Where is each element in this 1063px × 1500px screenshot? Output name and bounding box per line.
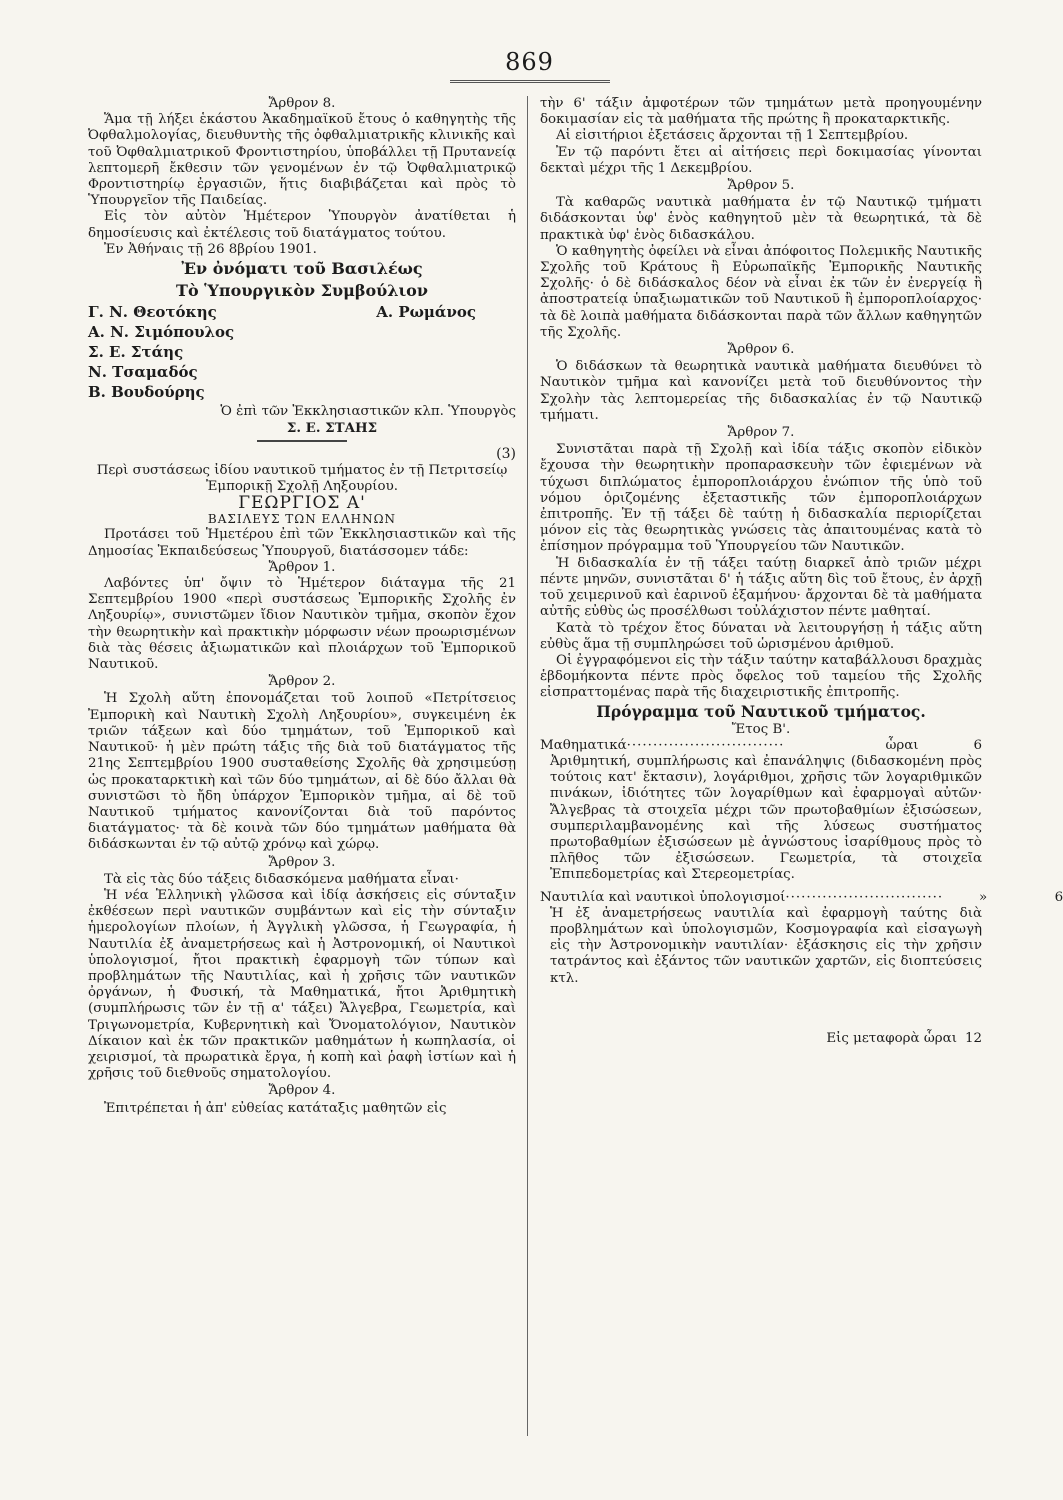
article-3-text: Ἡ νέα Ἑλληνικὴ γλῶσσα καὶ ἰδίᾳ ἀσκήσεις εἰς σύνταξιν ἐκθέσεων περὶ ναυτικῶν συμβάντων καὶ εἰς τὴν σύνταξιν ἡμερολογίων πλοίων, ἡ Ἀγγλικὴ γλῶσσα, ἡ Γεωγραφία, ἡ Ναυτιλία ἐξ ἀναμετρήσεως καὶ ἡ Ἀστρονομική, οἱ Ναυτικοὶ ὑπολογισμοί, ἤτοι πρακτικὴ ἐφαρμογὴ τῶν τύπων καὶ προβλημάτων τῆς Ναυτιλίας, καὶ ἡ χρῆσις τῶν ναυτικῶν ὀργάνων, ἡ Φυσική, τὰ Μαθηματικά, ἤτοι Ἀριθμητικὴ (συμπλήρωσις τῶν ἐν τῇ α' τάξει) Ἄλγεβρα, Γεωμετρία, καὶ Τριγωνομετρία, Κυβερνητικὴ καὶ Ὄνοματολόγιον, Ναυτικὸν Δίκαιον καὶ ἐκ τῶν πρακτικῶν μαθημάτων ἡ κωπηλασία, οἱ χειρισμοί, τὰ πρωρατικὰ ἔργα, ἡ κοπὴ καὶ ῥαφὴ ἱστίων καὶ ἡ χρῆσις τοῦ διεθνοῦς σηματολογίου. bbox=[88, 887, 516, 1082]
hours-unit: » bbox=[979, 889, 988, 905]
article-8-title: Ἄρθρον 8. bbox=[268, 96, 336, 111]
signature-minister-3: Ν. Τσαμαδός bbox=[88, 363, 198, 382]
subject-label: Ναυτιλία καὶ ναυτικοὶ ὑπολογισμοί bbox=[540, 889, 786, 905]
article-4-paragraph-2: Αἱ εἰσιτήριοι ἐξετάσεις ἄρχονται τῇ 1 Σεπτεμβρίου. bbox=[556, 128, 909, 144]
subject-description: Ἀριθμητική, συμπλήρωσις καὶ ἐπανάληψις (διδασκομένη πρὸς τούτοις κατ' ἔκτασιν), λογάριθμοι, χρῆσις τῶν λογαριθμικῶν πινάκων, ἰδιότητες τῶν λογαρίθμων καὶ ἐφαρμογαὶ αὐτῶν· Ἄλγεβρας τὰ στοιχεῖα μέχρι τῶν πρωτοβαθμίων ἐξισώσεων, συμπεριλαμβανομένης καὶ τῆς λύσεως συστήματος πρωτοβαθμίων ἐξισώσεων μὲ ἀγνώστους ἰσαρίθμους πρὸς τὸ πλῆθος τῶν ἐξισώσεων. Γεωμετρία, τὰ στοιχεῖα Ἐπιπεδομετρίας καὶ Στερεομετρίας. bbox=[550, 753, 982, 883]
program-subject-row bbox=[540, 889, 1063, 906]
program-subject-row bbox=[540, 738, 982, 754]
decree-number: (3) bbox=[496, 446, 516, 463]
hours-unit: ὧραι bbox=[885, 737, 919, 753]
signature-minister-1: Α. Ν. Σιμόπουλος bbox=[88, 323, 235, 342]
article-3-title: Ἄρθρον 3. bbox=[268, 854, 336, 870]
article-4-paragraph-3: Ἐν τῷ παρόντι ἔτει αἱ αἰτήσεις περὶ δοκιμασίας γίνονται δεκταὶ μέχρι τῆς 1 Δεκεμβρίου. bbox=[540, 144, 982, 176]
header-rule bbox=[450, 80, 610, 83]
left-column bbox=[88, 96, 516, 1117]
article-2-title: Ἄρθρον 2. bbox=[268, 674, 336, 690]
article-2-text: Ἡ Σχολὴ αὕτη ἐπονομάζεται τοῦ λοιποῦ «Πετρίτσειος Ἐμπορικὴ καὶ Ναυτικὴ Σχολὴ Ληξουρίου», συγκειμένη ἐκ τριῶν τάξεων καὶ δύο τμημάτων, τοῦ Ἐμπορικοῦ καὶ Ναυτικοῦ· ἡ μὲν πρώτη τάξις τῆς διὰ τοῦ διατάγματος τῆς 21ης Σεπτεμβρίου 1900 συσταθείσης Σχολῆς θὰ χρησιμεύσῃ ὡς προκαταρκτικὴ καὶ τῶν δύο τμημάτων, αἱ δὲ δύο ἄλλαι θὰ συνιστῶσι τὸ ἤδη ὑπάρχον Ἐμπορικὸν τμῆμα, αἱ δὲ τοῦ Ναυτικοῦ τμήματος κανονίζονται διὰ τοῦ παρόντος διατάγματος· τὰ δὲ κοινὰ τῶν δύο τμημάτων μαθήματα θὰ διδάσκωνται ἐν τῷ αὐτῷ χρόνῳ καὶ χώρῳ. bbox=[88, 691, 516, 853]
program-title: Πρόγραμμα τοῦ Ναυτικοῦ τμήματος. bbox=[596, 701, 926, 721]
program-year: Ἔτος Β'. bbox=[731, 721, 791, 737]
closing-text: Εἰς τὸν αὐτὸν Ἡμέτερον Ὑπουργὸν ἀνατίθεται ἡ δημοσίευσις καὶ ἐκτέλεσις τοῦ διατάγματος τούτου. bbox=[88, 209, 516, 241]
article-8-text: Ἅμα τῇ λήξει ἑκάστου Ἀκαδημαϊκοῦ ἔτους ὁ καθηγητὴς τῆς Ὀφθαλμολογίας, διευθυντὴς τῆς ὀφθαλμιατρικῆς κλινικῆς καὶ τοῦ Ὀφθαλμιατρικοῦ Φροντιστηρίου, ὑποβάλλει τῇ Πρυτανείᾳ λεπτομερῆ ἔκθεσιν τῶν γενομένων ἐν τῷ Ὀφθαλμιατρικῷ Φροντιστηρίῳ ἐργασιῶν, ἥτις διαβιβάζεται καὶ πρὸς τὸ Ὑπουργεῖον τῆς Παιδείας. bbox=[88, 112, 516, 209]
article-1-text: Λαβόντες ὑπ' ὄψιν τὸ Ἡμέτερον διάταγμα τῆς 21 Σεπτεμβρίου 1900 «περὶ συστάσεως Ἐμπορικῆς Σχολῆς ἐν Ληξουρίῳ», συνιστῶμεν ἴδιον Ναυτικὸν τμῆμα, σκοπὸν ἔχον τὴν θεωρητικὴν καὶ πρακτικὴν μόρφωσιν νέων προωρισμένων διὰ τὰς θέσεις ἀξιωματικῶν καὶ πλοιάρχων τοῦ Ἐμπορικοῦ Ναυτικοῦ. bbox=[88, 576, 516, 673]
article-4-continuation: τὴν 6' τάξιν ἀμφοτέρων τῶν τμημάτων μετὰ προηγουμένην δοκιμασίαν εἰς τὰ μαθήματα τῆς πρώτης ἢ προκαταρκτικῆς. bbox=[540, 96, 982, 128]
article-7-paragraph-3: Κατὰ τὸ τρέχον ἔτος δύναται νὰ λειτουργήσῃ ἡ τάξις αὕτη εὐθὺς ἅμα τῇ συμπληρώσει τοῦ ὡρισμένου ἀριθμοῦ. bbox=[540, 620, 982, 652]
carry-forward-row bbox=[540, 1031, 982, 1047]
article-7-paragraph-2: Ἡ διδασκαλία ἐν τῇ τάξει ταύτῃ διαρκεῖ ἀπὸ τριῶν μέχρι πέντε μηνῶν, συνιστᾶται δ' ἡ τάξις αὕτη δὶς τοῦ ἔτους, ἐν ἀρχῇ τοῦ χειμερινοῦ καὶ ἐαρινοῦ ἑξαμήνου· ἄρχονται δὲ τὰ μαθήματα αὐτῆς εὐθὺς ὡς προσέλθωσι τοὐλάχιστον πέντε μαθηταί. bbox=[540, 555, 982, 620]
article-7-paragraph-1: Συνιστᾶται παρὰ τῇ Σχολῇ καὶ ἰδία τάξις σκοπὸν εἰδικὸν ἔχουσα τὴν θεωρητικὴν προπαρασκευὴν τῶν ἐφιεμένων νὰ τύχωσι διπλώματος ἐμποροπλοιάρχου ἐνώπιον τῆς ὑπὸ τοῦ νόμου ὁριζομένης ἐξεταστικῆς τῶν ἐμποροπλοιάρχων ἐπιτροπῆς. Ἐν τῇ τάξει δὲ ταύτῃ ἡ διδασκαλία περιορίζεται μόνον εἰς τὰς θεωρητικὰς γνώσεις τὰς ἀπαιτουμένας κατὰ τὸ ἐπίσημον πρόγραμμα τοῦ Ὑπουργείου τῶν Ναυτικῶν. bbox=[540, 442, 982, 555]
leader-dots: ······························ bbox=[785, 889, 944, 905]
carry-forward-hours: 12 bbox=[964, 1030, 982, 1046]
preamble: Προτάσει τοῦ Ἡμετέρου ἐπὶ τῶν Ἐκκλησιαστικῶν καὶ τῆς Δημοσίας Ἐκπαιδεύσεως Ὑπουργοῦ, διατάσσομεν τάδε: bbox=[88, 527, 516, 559]
decree-title: Περὶ συστάσεως ἰδίου ναυτικοῦ τμήματος ἐν τῇ Πετριτσείῳ Ἐμπορικῇ Σχολῇ Ληξουρίου. bbox=[96, 462, 508, 494]
minister-name: Σ. Ε. ΣΤΑΗΣ bbox=[286, 420, 378, 437]
signature-minister-2: Σ. Ε. Στάης bbox=[88, 343, 184, 362]
article-7-title: Ἄρθρον 7. bbox=[727, 425, 795, 441]
signature-council: Τὸ Ὑπουργικὸν Συμβούλιον bbox=[176, 281, 428, 301]
article-5-paragraph-1: Τὰ καθαρῶς ναυτικὰ μαθήματα ἐν τῷ Ναυτικῷ τμήματι διδάσκονται ὑφ' ἑνὸς καθηγητοῦ μὲν τὰ θεωρητικά, τὰ δὲ πρακτικὰ ὑφ' ἑνὸς διδασκάλου. bbox=[540, 195, 982, 243]
signature-first: Γ. Ν. Θεοτόκης bbox=[88, 303, 217, 322]
signature-row bbox=[88, 302, 516, 322]
right-column bbox=[540, 96, 1063, 1047]
column-separator bbox=[527, 96, 528, 1436]
article-4-title: Ἄρθρον 4. bbox=[268, 1083, 336, 1099]
article-5-paragraph-2: Ὁ καθηγητὴς ὀφείλει νὰ εἶναι ἀπόφοιτος Πολεμικῆς Ναυτικῆς Σχολῆς τοῦ Κράτους ἢ Εὐρωπαϊκῆς Ἐμπορικῆς Ναυτικῆς Σχολῆς· ὁ δὲ διδάσκαλος δέον νὰ εἶναι ἐκ τῶν ἐν ἐνεργείᾳ ἢ ἀποστρατείᾳ ὑπαξιωματικῶν τοῦ Ναυτικοῦ ἢ ἐμποροπλοίαρχος· τὰ δὲ λοιπὰ μαθήματα διδάσκονται παρὰ τῶν ἄλλων καθηγητῶν τῆς Σχολῆς. bbox=[540, 243, 982, 340]
article-4-text: Ἐπιτρέπεται ἡ ἀπ' εὐθείας κατάταξις μαθητῶν εἰς bbox=[104, 1100, 447, 1116]
hours-value: 6 bbox=[1054, 889, 1063, 905]
minister-line: Ὁ ἐπὶ τῶν Ἐκκλησιαστικῶν κλπ. Ὑπουργὸς bbox=[220, 404, 516, 420]
subject-label: Μαθηματικά bbox=[540, 737, 627, 753]
section-divider bbox=[257, 440, 347, 442]
king-name: ΓΕΩΡΓΙΟΣ Α' bbox=[238, 493, 366, 514]
page-number: 869 bbox=[505, 48, 554, 76]
king-title: ΒΑΣΙΛΕΥΣ ΤΩΝ ΕΛΛΗΝΩΝ bbox=[207, 512, 397, 527]
article-3-intro: Τὰ εἰς τὰς δύο τάξεις διδασκόμενα μαθήματα εἶναι· bbox=[104, 871, 459, 887]
carry-forward-label: Εἰς μεταφορὰ ὧραι bbox=[826, 1030, 957, 1046]
subject-description: Ἡ ἐξ ἀναμετρήσεως ναυτιλία καὶ ἐφαρμογὴ ταύτης διὰ προβλημάτων καὶ ὑπολογισμῶν, Κοσμογραφία καὶ εἰσαγωγὴ εἰς τὴν Ἀστρονομικὴν ναυτιλίαν· ἐξάσκησις εἰς τὴν χρῆσιν τατράντος καὶ ἐξάντος τῶν ναυτικῶν χαρτῶν, εἰς διοπτεύσεις κτλ. bbox=[550, 905, 982, 986]
signature-minister-4: Β. Βουδούρης bbox=[88, 383, 205, 402]
article-5-title: Ἄρθρον 5. bbox=[727, 178, 795, 194]
decree-date: Ἐν Ἀθήναις τῇ 26 8βρίου 1901. bbox=[104, 241, 317, 257]
article-1-title: Ἄρθρον 1. bbox=[268, 559, 336, 575]
signature-heading: Ἐν ὀνόματι τοῦ Βασιλέως bbox=[181, 259, 423, 279]
article-7-paragraph-4: Οἱ ἐγγραφόμενοι εἰς τὴν τάξιν ταύτην καταβάλλουσι δραχμὰς ἑβδομήκοντα πέντε πρὸς ὄφελος τοῦ ταμείου τῆς Σχολῆς εἰσπραττομένας παρὰ τῆς διαχειριστικῆς ἐπιτροπῆς. bbox=[540, 652, 982, 701]
article-6-text: Ὁ διδάσκων τὰ θεωρητικὰ ναυτικὰ μαθήματα διευθύνει τὸ Ναυτικὸν τμῆμα καὶ κανονίζει μετὰ τοῦ διευθύνοντος τὴν Σχολὴν τὰς λεπτομερείας τῆς διδασκαλίας ἐν τῷ Ναυτικῷ τμήματι. bbox=[540, 359, 982, 423]
hours-value: 6 bbox=[973, 737, 982, 753]
signature-second: Α. Ρωμάνος bbox=[376, 303, 476, 322]
leader-dots: ······························ bbox=[626, 737, 785, 753]
article-6-title: Ἄρθρον 6. bbox=[727, 342, 795, 358]
